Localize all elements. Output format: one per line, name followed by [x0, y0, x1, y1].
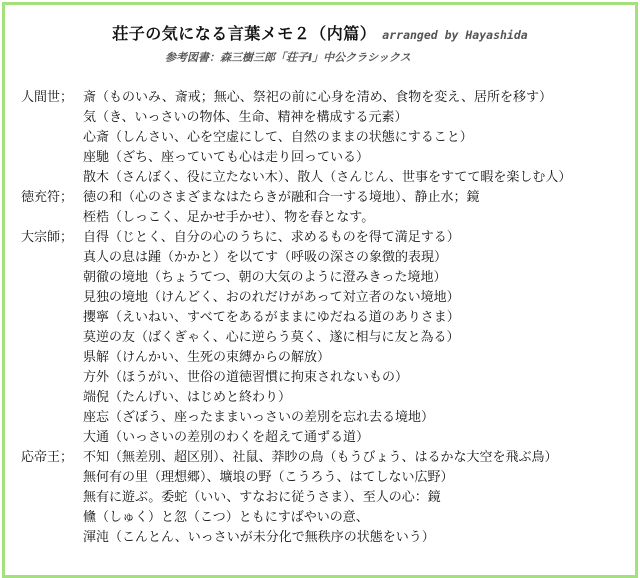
- list-item: [21, 325, 631, 345]
- list-item: [21, 425, 631, 445]
- list-item: [21, 185, 631, 205]
- chapter-label: 大宗師；: [21, 229, 74, 245]
- term-text: 座馳（ざち、座っていても心は走り回っている）: [83, 149, 370, 165]
- list-item: [21, 285, 631, 305]
- list-item: [21, 85, 631, 105]
- list-item: [21, 205, 631, 225]
- chapter-label: 応帝王；: [21, 449, 74, 465]
- list-item: [21, 245, 631, 265]
- author-credit: arranged by Hayashida: [382, 28, 528, 42]
- term-text: 朝徹の境地（ちょうてつ、朝の大気のように澄みきった境地）: [83, 269, 447, 285]
- list-item: [21, 445, 631, 465]
- term-text: 不知（無差別、超区別）、社鼠、莽眇の鳥（もうびょう、はるかな大空を飛ぶ鳥）: [83, 449, 558, 465]
- term-text: 真人の息は踵（かかと）を以てす（呼吸の深さの象徴的表現）: [83, 249, 448, 265]
- term-text: 儵（しゅく）と忽（こつ）ともにすばやいの意、: [83, 509, 369, 525]
- list-item: [21, 165, 631, 185]
- term-text: 大通（いっさいの差別のわくを超えて通ずる道）: [83, 429, 370, 445]
- term-text: 散木（さんぼく、役に立たない木）、散人（さんじん、世事をすてて暇を楽しむ人）: [83, 169, 572, 185]
- list-item: [21, 265, 631, 285]
- list-item: [21, 365, 631, 385]
- term-text: 心斎（しんさい、心を空虚にして、自然のままの状態にすること）: [83, 129, 473, 145]
- list-item: [21, 105, 631, 125]
- list-item: [21, 345, 631, 365]
- term-text: 気（き、いっさいの物体、生命、精神を構成する元素）: [83, 109, 408, 125]
- chapter-label: 人間世；: [21, 89, 74, 105]
- term-text: 端倪（たんげい、はじめと終わり）: [83, 389, 292, 405]
- term-text: 桎梏（しっこく、足かせ手かせ）、物を春となす。: [83, 209, 375, 225]
- term-text: 攖寧（えいねい、すべてをあるがままにゆだねる道のありさま）: [83, 309, 460, 325]
- term-text: 方外（ほうがい、世俗の道徳習慣に拘束されないもの）: [83, 369, 409, 385]
- list-item: [21, 485, 631, 505]
- term-text: 渾沌（こんとん、いっさいが未分化で無秩序の状態をいう）: [83, 529, 435, 545]
- entry-list: [21, 85, 631, 545]
- list-item: [21, 125, 631, 145]
- reference-line: 参考図書：森三樹三郎「荘子Ⅰ」中公クラシックス: [165, 51, 411, 64]
- term-text: 斎（ものいみ、斎戒；無心、祭祀の前に心身を清め、食物を変え、居所を移す）: [83, 89, 553, 105]
- chapter-label: 徳充符；: [21, 189, 74, 205]
- list-item: [21, 405, 631, 425]
- list-item: [21, 145, 631, 165]
- term-text: 見独の境地（けんどく、おのれだけがあって対立者のない境地）: [83, 289, 460, 305]
- title-row: [5, 21, 635, 44]
- page-title: 荘子の気になる言葉メモ２（内篇）: [112, 24, 377, 43]
- document-frame: [2, 2, 638, 578]
- term-text: 徳の和（心のさまざまなはたらきが融和合一する境地）、静止水；鏡: [83, 189, 480, 205]
- list-item: [21, 505, 631, 525]
- list-item: [21, 385, 631, 405]
- term-text: 無何有の里（理想郷）、壙埌の野（こうろう、はてしない広野）: [83, 469, 454, 485]
- term-text: 無有に遊ぶ。委蛇（いい、すなおに従うさま）、至人の心：鏡: [83, 489, 441, 505]
- list-item: [21, 525, 631, 545]
- list-item: [21, 305, 631, 325]
- list-item: [21, 225, 631, 245]
- list-item: [21, 465, 631, 485]
- term-text: 自得（じとく、自分の心のうちに、求めるものを得て満足する）: [83, 229, 460, 245]
- term-text: 県解（けんかい、生死の束縛からの解放）: [83, 349, 331, 365]
- term-text: 座忘（ざぼう、座ったままいっさいの差別を忘れ去る境地）: [83, 409, 435, 425]
- term-text: 莫逆の友（ばくぎゃく、心に逆らう莫く、遂に相与に友と為る）: [83, 329, 460, 345]
